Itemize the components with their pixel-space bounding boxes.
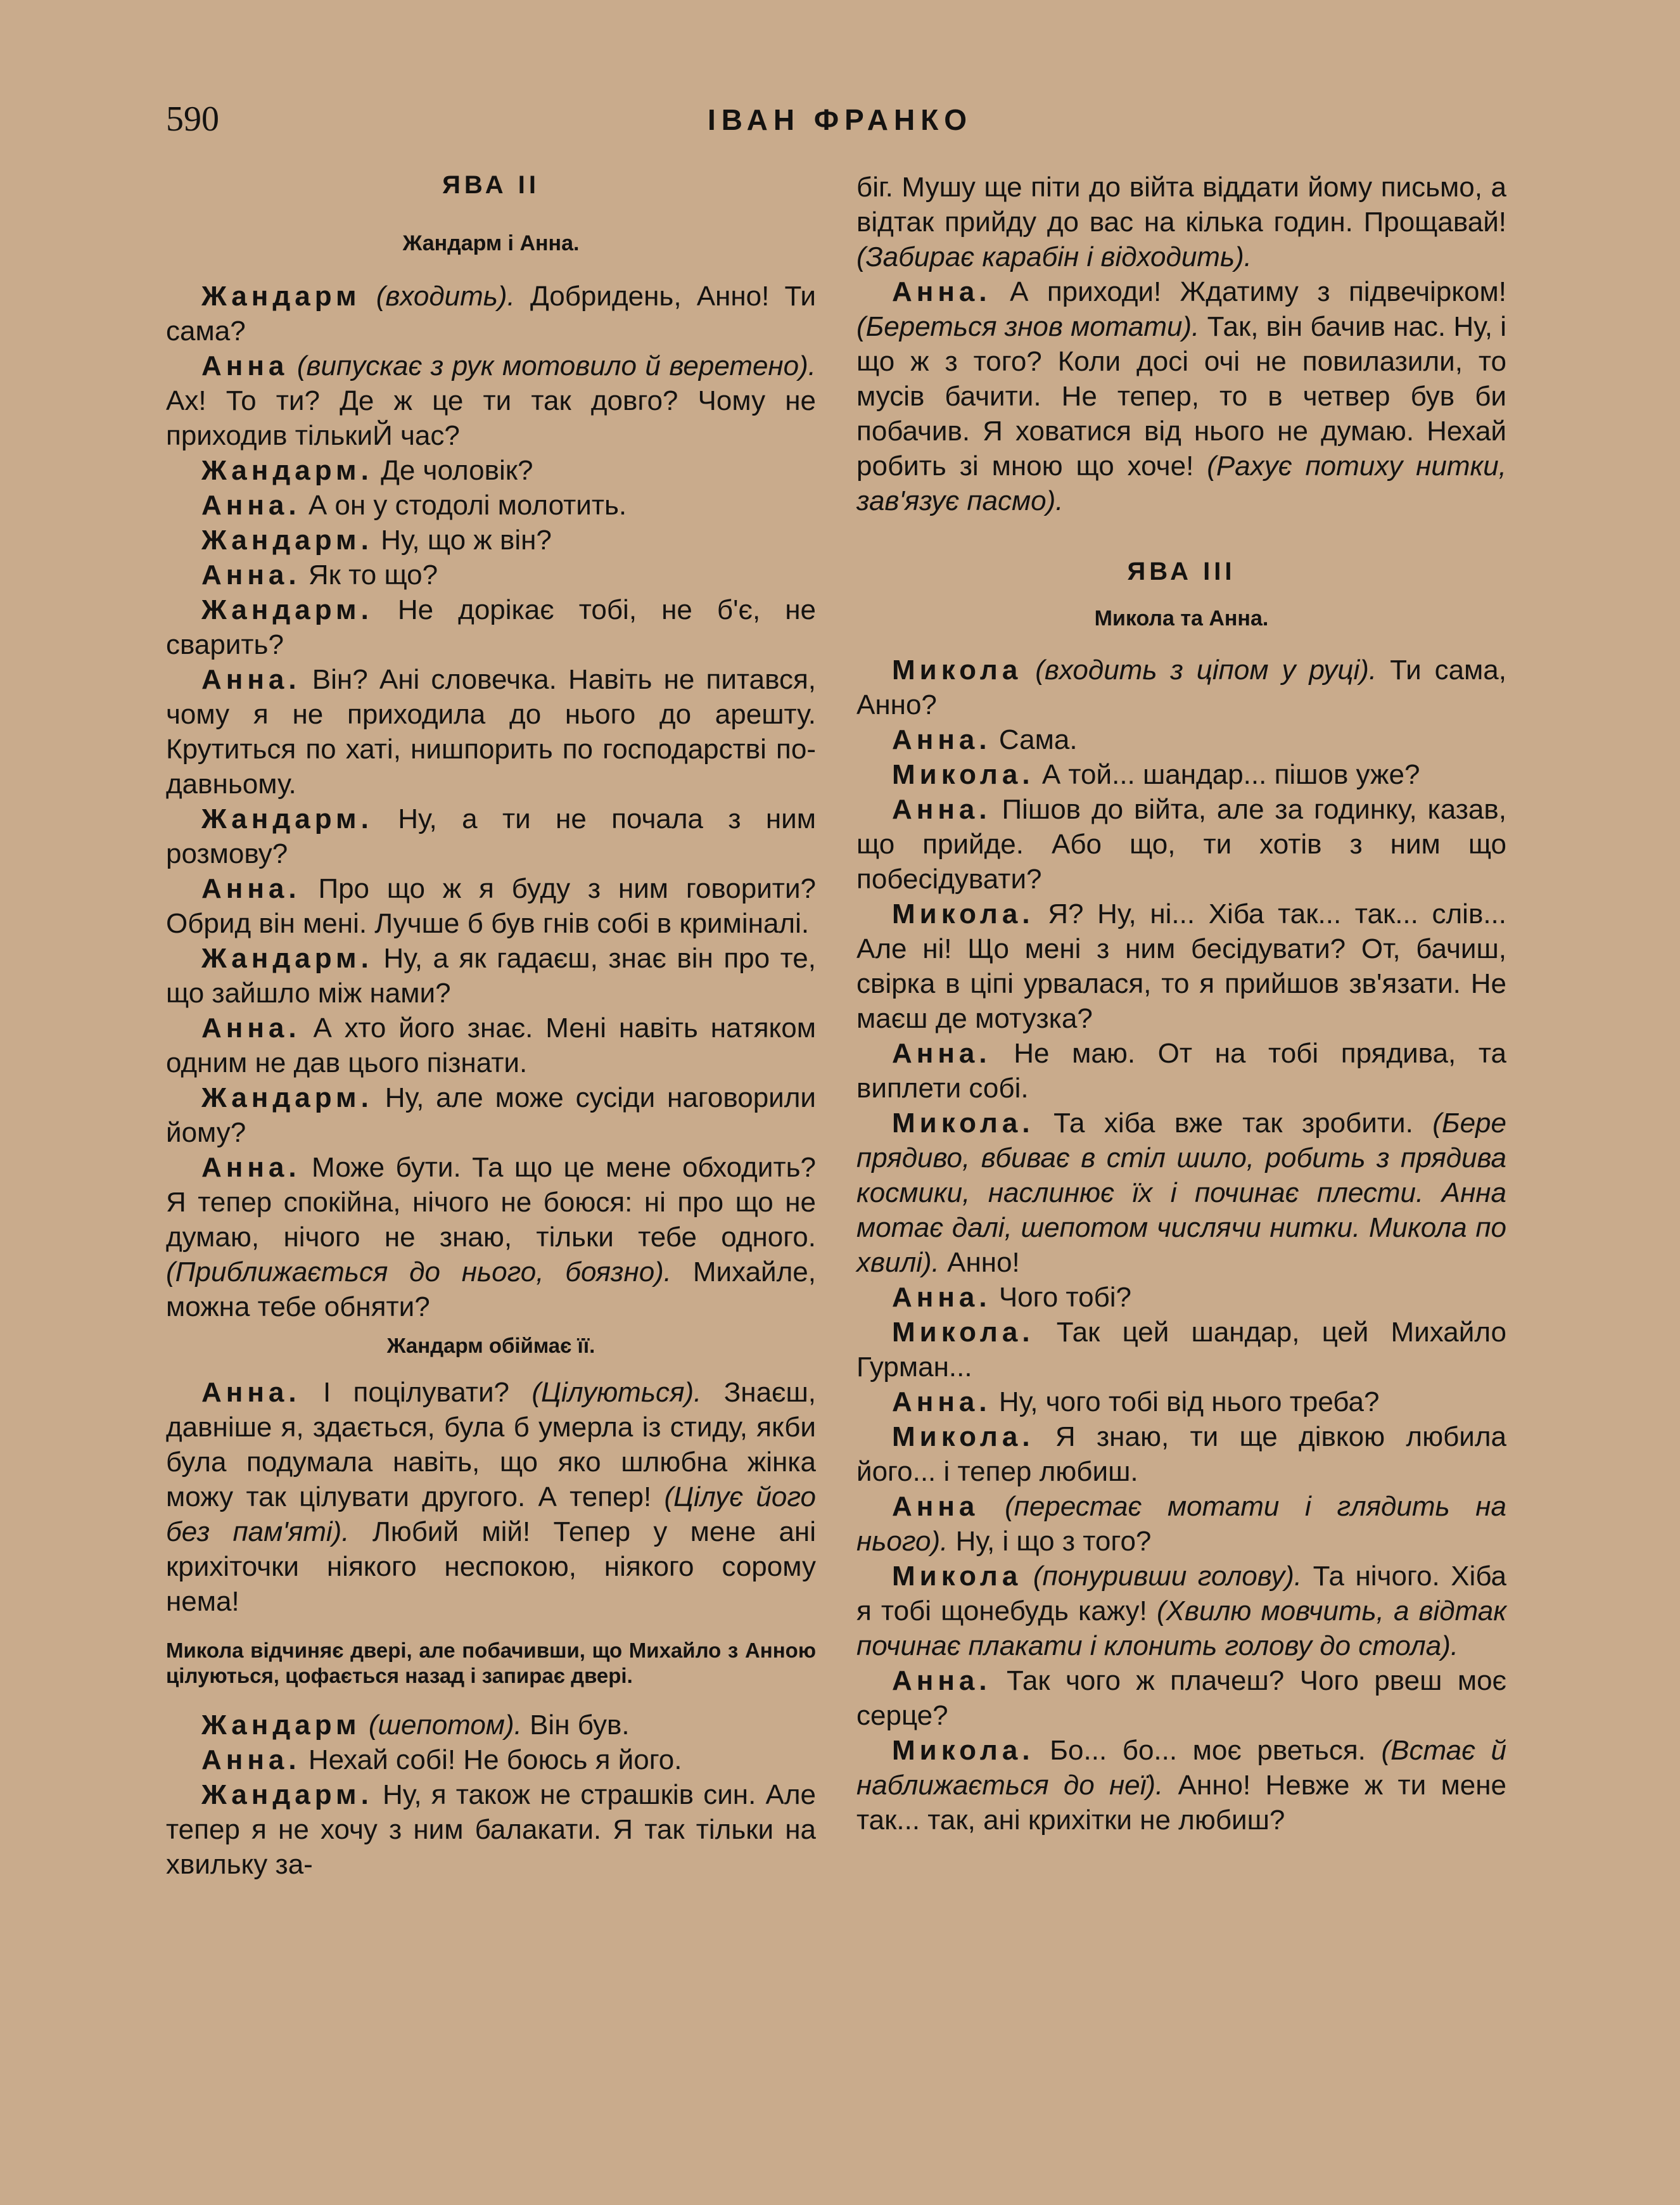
speech-text: Бо... бо... моє рветься. — [1050, 1735, 1366, 1766]
stage-direction: (шепотом). — [368, 1710, 522, 1741]
speech-text: Так цей шандар, цей Михайло Гурман... — [856, 1317, 1506, 1383]
dialogue-line — [166, 941, 816, 1011]
stage-direction: (понуривши голову). — [1033, 1561, 1302, 1592]
right-column — [856, 170, 1506, 1838]
speaker-name: Микола. — [892, 1421, 1034, 1452]
running-title: ІВАН ФРАНКО — [707, 103, 973, 136]
speech-text: Я знаю, ти ще дівкою любила його... і тепер любиш. — [856, 1421, 1506, 1487]
dialogue-line — [856, 897, 1506, 1036]
scene-cast: Жандарм і Анна. — [402, 231, 580, 255]
speech-text: Добридень, Анно! Ти сама? — [166, 281, 816, 347]
stage-direction: (входить). — [376, 281, 515, 312]
dialogue-line — [166, 1011, 816, 1080]
speech-text: Любий мій! Тепер у мене ані крихіточки ніякого неспокою, ніякого сорому нема! — [166, 1516, 816, 1617]
stage-direction: (Цілуються). — [531, 1377, 702, 1408]
speech-text: Так чого ж плачеш? Чого рвеш моє серце? — [856, 1665, 1506, 1731]
speaker-name: Микола. — [892, 759, 1034, 790]
speaker-name: Анна. — [892, 1282, 991, 1313]
stage-direction: (Береться знов мотати). — [856, 311, 1200, 342]
left-column — [166, 170, 816, 1882]
speaker-name: Микола. — [892, 1735, 1034, 1766]
speaker-name: Микола. — [892, 1108, 1034, 1139]
speech-text: Ну, я також не страшків син. Але тепер я не хочу з ним балакати. Я так тільки на хвильку за- — [166, 1779, 816, 1880]
speech-text: Пішов до війта, але за годинку, казав, що прийде. Або що, ти хотів з ним що побесідувати? — [856, 794, 1506, 895]
speech-text: Він був. — [530, 1710, 630, 1741]
speech-text: Ну, чого тобі від нього треба? — [998, 1386, 1380, 1417]
speaker-name: Анна. — [892, 794, 991, 825]
dialogue-line — [856, 274, 1506, 518]
dialogue-line — [856, 1106, 1506, 1280]
speaker-name: Жандарм. — [201, 1779, 373, 1810]
speaker-name: Жандарм — [201, 1710, 361, 1741]
dialogue-line — [856, 1036, 1506, 1106]
dialogue-line — [166, 1708, 816, 1742]
speaker-name: Жандарм. — [201, 455, 373, 486]
scene-title: ЯВА III — [1127, 558, 1236, 585]
speaker-name: Жандарм. — [201, 803, 373, 834]
speech-text: А он у стодолі молотить. — [308, 490, 627, 521]
speaker-name: Анна. — [201, 490, 301, 521]
speech-text: Чого тобі? — [998, 1282, 1132, 1313]
speech-text: Та нічого. Хіба я тобі щонебудь кажу! — [856, 1561, 1506, 1627]
speech-text: А хто його знає. Мені навіть натяком одним не дав цього пізнати. — [166, 1013, 816, 1078]
dialogue-line — [166, 662, 816, 802]
speech-text: А той... шандар... пішов уже? — [1041, 759, 1420, 790]
dialogue-line — [856, 1559, 1506, 1663]
speaker-name: Микола. — [892, 1317, 1034, 1348]
page-header — [0, 0, 1680, 190]
speech-text: Ну, і що з того? — [955, 1526, 1152, 1557]
speaker-name: Анна. — [201, 873, 301, 904]
dialogue-line — [166, 1742, 816, 1777]
speech-text: Ну, а як гадаєш, знає він про те, що зайшло між нами? — [166, 943, 816, 1009]
dialogue-line — [166, 348, 816, 453]
speaker-name: Анна. — [892, 276, 991, 307]
dialogue-continuation — [856, 170, 1506, 274]
speech-text: Сама. — [998, 724, 1078, 755]
speech-text: А приходи! Ждатиму з підвечірком! — [1010, 276, 1506, 307]
speaker-name: Анна. — [201, 1013, 301, 1044]
speaker-name: Жандарм. — [201, 525, 373, 556]
scene-cast: Микола та Анна. — [1094, 606, 1269, 630]
speech-text: Анно! Невже ж ти мене так... так, ані крихітки не любиш? — [856, 1770, 1506, 1836]
speaker-name: Жандарм. — [201, 1082, 373, 1113]
speech-text: Нехай собі! Не боюсь я його. — [308, 1744, 682, 1775]
speech-text: Не дорікає тобі, не б'є, не сварить? — [166, 594, 816, 660]
speech-text: Де чоловік? — [381, 455, 533, 486]
speaker-name: Микола — [892, 1561, 1022, 1592]
speech-text: Анно! — [947, 1247, 1020, 1278]
speech-text: Ну, але може сусіди наговорили йому? — [166, 1082, 817, 1148]
dialogue-line — [166, 279, 816, 348]
speaker-name: Анна. — [892, 1386, 991, 1417]
speech-text: Михайле, можна тебе обняти? — [166, 1256, 816, 1322]
speaker-name: Анна — [201, 350, 289, 381]
speaker-name: Анна. — [892, 1665, 991, 1696]
speech-text: Він? Ані словечка. Навіть не питався, чому я не приходила до нього до арешту. Крутиться по хаті, нишпорить по господарстві по-давньому. — [166, 664, 816, 800]
speaker-name: Анна. — [201, 1377, 301, 1408]
stage-direction: (Забирає карабін і відходить). — [856, 241, 1252, 272]
speaker-name: Анна — [892, 1491, 979, 1522]
speech-text: І поцілувати? — [322, 1377, 510, 1408]
dialogue-line — [856, 653, 1506, 722]
dialogue-line — [856, 722, 1506, 757]
dialogue-line — [166, 871, 816, 941]
dialogue-line — [856, 1384, 1506, 1419]
dialogue-line — [856, 1733, 1506, 1838]
speaker-name: Микола. — [892, 898, 1034, 930]
speech-text: Ну, а ти не почала з ним розмову? — [166, 803, 816, 869]
dialogue-line — [166, 523, 816, 558]
stage-direction: (випускає з рук мотовило й веретено). — [296, 350, 816, 381]
dialogue-line — [856, 1489, 1506, 1559]
dialogue-line — [166, 1777, 816, 1882]
dialogue-line — [856, 1315, 1506, 1384]
speech-text: Знаєш, давніше я, здається, була б умерла із стиду, якби була подумала навіть, що яко шлюбна жінка можу так цілувати другого. А тепер! — [166, 1377, 817, 1512]
dialogue-line — [856, 792, 1506, 897]
stage-direction: (Встає й наближається до неї). — [856, 1735, 1506, 1801]
stage-direction: (Цілує його без пам'яті). — [166, 1481, 816, 1547]
speech-text: Може бути. Та що це мене обходить? Я тепер спокійна, нічого не боюся: ні про що не думаю, нічого не знаю, тільки тебе одного. — [166, 1152, 816, 1253]
dialogue-line — [166, 802, 816, 871]
dialogue-line — [166, 558, 816, 592]
speech-text: Про що ж я буду з ним говорити? Обрид він мені. Лучше б був гнів собі в криміналі. — [166, 873, 816, 939]
speech-text: Та хіба вже так зробити. — [1053, 1108, 1413, 1139]
scene-title: ЯВА II — [442, 171, 540, 199]
dialogue-line — [856, 1663, 1506, 1733]
dialogue-line — [166, 1080, 816, 1150]
speech-text: Як то що? — [308, 559, 438, 591]
stage-direction: (Хвилю мовчить, а відтак починає плакати і клонить голову до стола). — [856, 1595, 1506, 1661]
stage-direction: (Бере прядиво, вбиває в стіл шило, робить з прядива космики, наслинює їх і починає плести. Анна мотає далі, шепотом числячи нитки. Микола по хвилі). — [856, 1108, 1506, 1278]
dialogue-line — [166, 453, 816, 488]
stage-direction: (Рахує потиху нитки, зав'язує пасмо). — [856, 451, 1506, 516]
speaker-name: Анна. — [201, 664, 301, 695]
dialogue-line — [166, 488, 816, 523]
speech-text: Я? Ну, ні... Хіба так... так... слів... Але ні! Що мені з ним бесідувати? От, бачиш, свірка в ціпі урвалася, то я прийшов зв'язати. Не маєш де мотузка? — [856, 898, 1506, 1034]
speech-text: Так, він бачив нас. Ну, і що ж з того? Коли досі очі не повилазили, то мусів бачити. Не тепер, то в четвер був би побачив. Я ховатися від нього не думаю. Нехай робить зі мною що хоче! — [856, 311, 1506, 482]
speaker-name: Жандарм. — [201, 594, 373, 625]
stage-direction: (Приближається до нього, боязно). — [166, 1256, 672, 1288]
stage-direction-block: Микола відчиняє двері, але побачивши, що Михайло з Анною цілуються, цофається назад і запирає двері. — [166, 1639, 816, 1687]
speech-text: Не маю. От на тобі прядива, та виплети собі. — [856, 1038, 1506, 1104]
speech-text: біг. Мушу ще піти до війта віддати йому письмо, а відтак прийду до вас на кілька годин. Прощавай! — [856, 172, 1506, 238]
dialogue-line — [166, 592, 816, 662]
speaker-name: Жандарм — [201, 281, 361, 312]
dialogue-line — [856, 1419, 1506, 1489]
stage-direction: (входить з ціпом у руці). — [1035, 655, 1377, 686]
speaker-name: Анна. — [201, 1744, 301, 1775]
stage-direction-block: Жандарм обіймає її. — [386, 1334, 595, 1357]
dialogue-line — [166, 1375, 816, 1619]
speech-text: Ти сама, Анно? — [856, 655, 1506, 720]
speaker-name: Микола — [892, 655, 1022, 686]
page-number: 590 — [166, 99, 219, 139]
speaker-name: Жандарм. — [201, 943, 373, 974]
speaker-name: Анна. — [201, 559, 301, 591]
dialogue-line — [856, 1280, 1506, 1315]
speech-text: Ну, що ж він? — [381, 525, 552, 556]
stage-direction: (перестає мотати і глядить на нього). — [856, 1491, 1506, 1557]
speaker-name: Анна. — [892, 724, 991, 755]
speaker-name: Анна. — [892, 1038, 991, 1069]
dialogue-line — [856, 757, 1506, 792]
dialogue-line — [166, 1150, 816, 1324]
speaker-name: Анна. — [201, 1152, 301, 1183]
speech-text: Ах! То ти? Де ж це ти так довго? Чому не приходив тількиЙ час? — [166, 385, 816, 451]
